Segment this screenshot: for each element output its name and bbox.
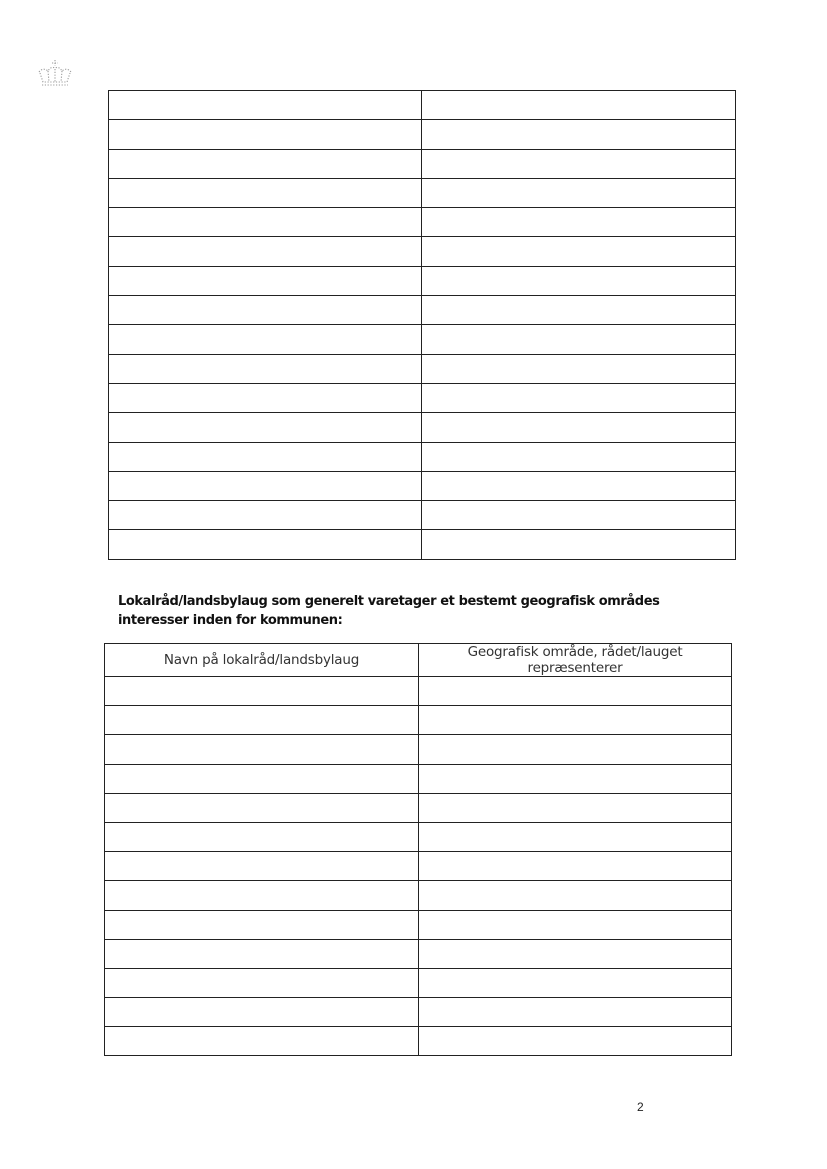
blank-cell-area[interactable]	[422, 266, 736, 295]
blank-cell-name[interactable]	[109, 178, 422, 207]
blank-cell-name[interactable]	[105, 852, 419, 881]
blank-cell-area[interactable]	[422, 383, 736, 412]
table-row	[105, 998, 732, 1027]
table-row	[109, 383, 736, 412]
blank-cell-area[interactable]	[422, 354, 736, 383]
blank-cell-name[interactable]	[109, 442, 422, 471]
blank-entry-table-1	[108, 90, 736, 560]
table-row	[109, 178, 736, 207]
blank-cell-name[interactable]	[105, 939, 419, 968]
blank-cell-area[interactable]	[419, 822, 732, 851]
table-row	[109, 530, 736, 559]
blank-cell-name[interactable]	[109, 530, 422, 559]
local-council-table	[104, 643, 732, 1056]
blank-cell-name[interactable]	[109, 501, 422, 530]
blank-cell-name[interactable]	[109, 413, 422, 442]
table-row	[109, 266, 736, 295]
table-row	[105, 764, 732, 793]
table-row	[105, 852, 732, 881]
table-row	[109, 442, 736, 471]
table-row	[105, 793, 732, 822]
blank-cell-name[interactable]	[109, 471, 422, 500]
blank-cell-area[interactable]	[422, 149, 736, 178]
blank-cell-area[interactable]	[419, 998, 732, 1027]
table-row	[109, 325, 736, 354]
table-row	[105, 822, 732, 851]
blank-cell-area[interactable]	[419, 968, 732, 997]
blank-cell-name[interactable]	[109, 354, 422, 383]
blank-cell-area[interactable]	[422, 296, 736, 325]
blank-cell-area[interactable]	[419, 910, 732, 939]
blank-cell-area[interactable]	[422, 501, 736, 530]
table-row	[109, 237, 736, 266]
blank-cell-name[interactable]	[109, 383, 422, 412]
blank-cell-area[interactable]	[419, 764, 732, 793]
blank-cell-name[interactable]	[105, 822, 419, 851]
blank-cell-name[interactable]	[105, 910, 419, 939]
royal-crown-icon	[35, 58, 75, 90]
table-row	[105, 706, 732, 735]
table-row	[105, 939, 732, 968]
blank-cell-area[interactable]	[422, 237, 736, 266]
table-row	[109, 501, 736, 530]
blank-cell-area[interactable]	[419, 881, 732, 910]
table-row	[105, 910, 732, 939]
table-row	[109, 471, 736, 500]
page-number: 2	[637, 1100, 644, 1114]
blank-cell-name[interactable]	[109, 325, 422, 354]
table-row	[109, 91, 736, 120]
blank-cell-area[interactable]	[422, 442, 736, 471]
blank-cell-name[interactable]	[105, 998, 419, 1027]
blank-cell-area[interactable]	[419, 706, 732, 735]
table-row	[109, 149, 736, 178]
blank-cell-name[interactable]	[109, 149, 422, 178]
table-row	[105, 881, 732, 910]
table-row	[105, 968, 732, 997]
table-row	[105, 677, 732, 706]
table-row	[105, 1027, 732, 1056]
blank-cell-name[interactable]	[109, 266, 422, 295]
blank-cell-name[interactable]	[109, 120, 422, 149]
blank-cell-area[interactable]	[419, 735, 732, 764]
blank-cell-name[interactable]	[105, 1027, 419, 1056]
blank-cell-area[interactable]	[419, 852, 732, 881]
blank-cell-name[interactable]	[109, 237, 422, 266]
blank-cell-name[interactable]	[105, 706, 419, 735]
blank-cell-name[interactable]	[109, 208, 422, 237]
blank-cell-area[interactable]	[419, 1027, 732, 1056]
blank-cell-name[interactable]	[109, 91, 422, 120]
blank-cell-area[interactable]	[422, 530, 736, 559]
blank-cell-name[interactable]	[105, 677, 419, 706]
blank-cell-area[interactable]	[422, 91, 736, 120]
blank-cell-name[interactable]	[105, 881, 419, 910]
table-row	[109, 413, 736, 442]
blank-cell-name[interactable]	[105, 735, 419, 764]
section-heading: Lokalråd/landsbylaug som generelt varetager et bestemt geografisk områdes interesser inden for kommunen:	[118, 594, 660, 628]
blank-cell-area[interactable]	[422, 471, 736, 500]
blank-cell-name[interactable]	[109, 296, 422, 325]
blank-cell-area[interactable]	[422, 325, 736, 354]
table-row	[105, 735, 732, 764]
blank-cell-area[interactable]	[422, 208, 736, 237]
blank-cell-area[interactable]	[419, 939, 732, 968]
blank-cell-area[interactable]	[419, 677, 732, 706]
table-header-row	[105, 644, 732, 677]
blank-cell-name[interactable]	[105, 968, 419, 997]
table-row	[109, 354, 736, 383]
blank-cell-area[interactable]	[419, 793, 732, 822]
blank-cell-area[interactable]	[422, 413, 736, 442]
table-row	[109, 120, 736, 149]
table-row	[109, 296, 736, 325]
column-header-area: Geografisk område, rådet/lauget repræsenterer	[419, 644, 732, 677]
blank-cell-name[interactable]	[105, 764, 419, 793]
blank-cell-name[interactable]	[105, 793, 419, 822]
column-header-name: Navn på lokalråd/landsbylaug	[105, 644, 419, 677]
table-row	[109, 208, 736, 237]
blank-cell-area[interactable]	[422, 120, 736, 149]
blank-cell-area[interactable]	[422, 178, 736, 207]
